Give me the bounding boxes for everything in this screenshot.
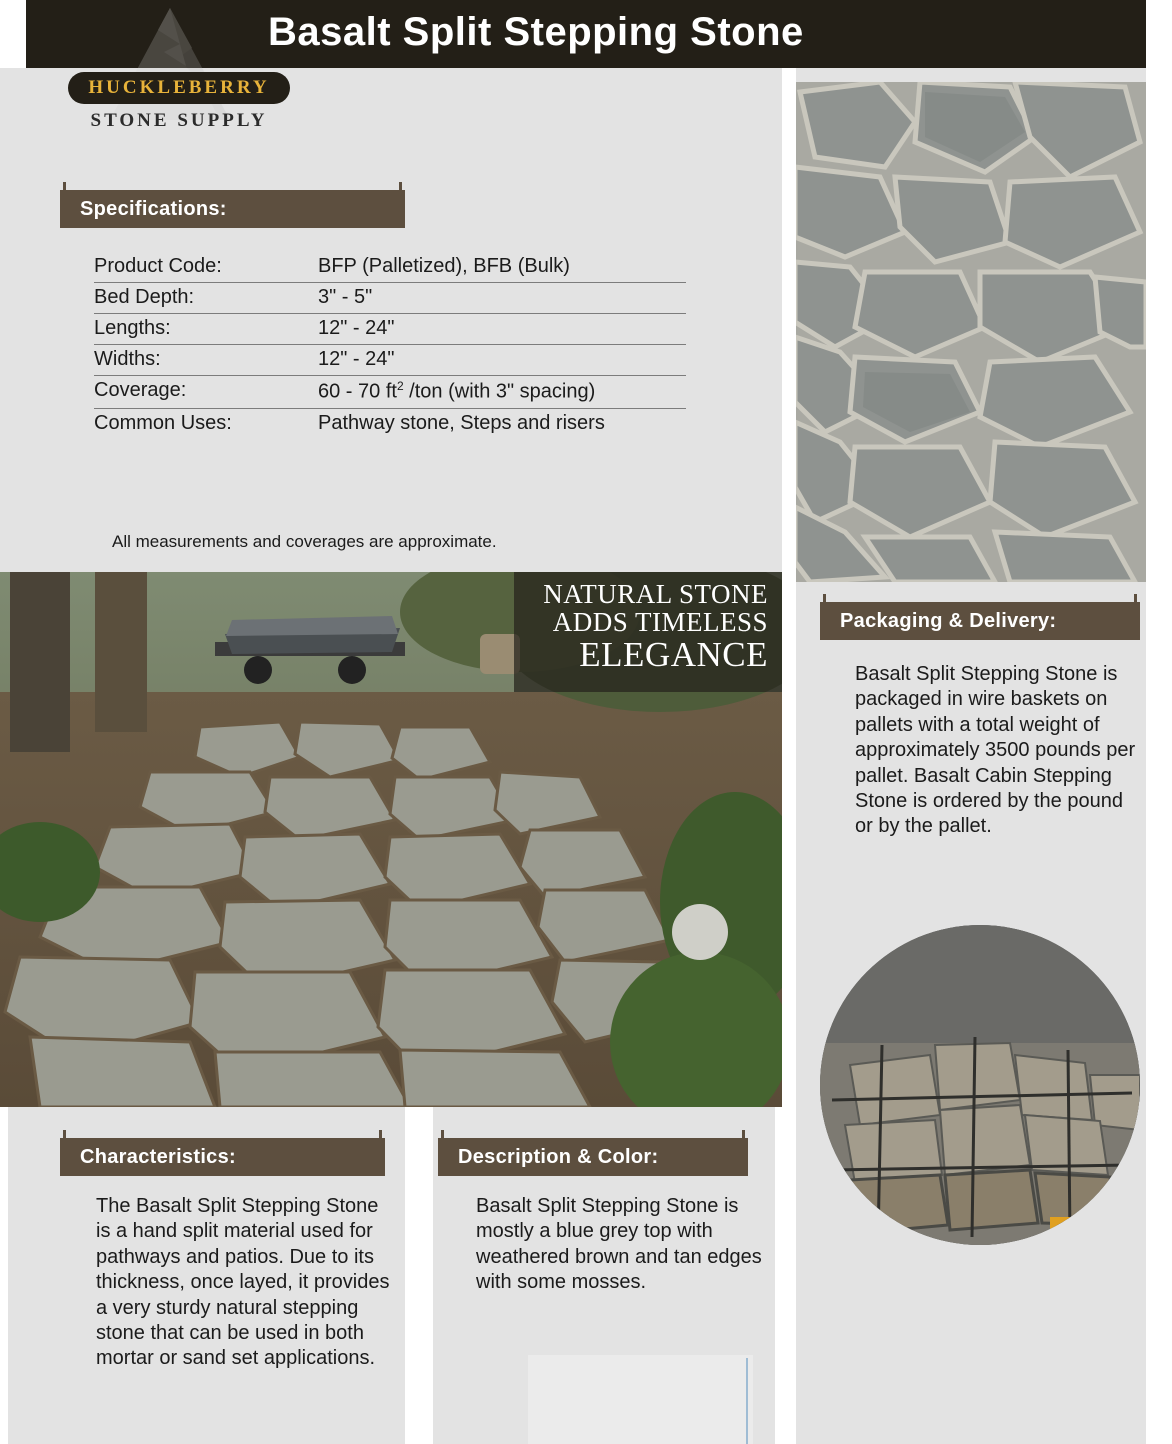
spec-label: Coverage: [94, 379, 187, 401]
table-row [94, 409, 686, 439]
panel-divider [405, 1107, 433, 1444]
description-heading [438, 1138, 748, 1176]
banner-tick-right [742, 1130, 745, 1176]
spec-label: Bed Depth: [94, 286, 195, 308]
spec-label: Widths: [94, 348, 161, 370]
panel-divider [775, 1107, 796, 1444]
tagline-line-3: ELEGANCE [579, 634, 768, 674]
table-row [94, 345, 686, 376]
specifications-table [94, 252, 686, 439]
stone-pathway-photo [0, 572, 782, 1107]
spec-label: Lengths: [94, 317, 171, 339]
banner-tick-left [441, 1130, 444, 1176]
footer-accent-line [746, 1358, 748, 1444]
banner-tick-left [823, 594, 826, 640]
header-left-notch [0, 0, 26, 68]
spec-value: 3" - 5" [318, 286, 373, 308]
packaging-body-text: Basalt Split Stepping Stone is packaged in wire baskets on pallets with a total weight of approximately 3500 pounds per pallet. Basalt Cabin Stepping Stone is ordered by the pound or by the pallet. [855, 663, 1136, 838]
logo-name: HUCKLEBERRY [88, 77, 270, 98]
banner-tick-right [1134, 594, 1137, 640]
spec-value: 12" - 24" [318, 348, 395, 370]
footer-placeholder [528, 1355, 753, 1444]
spec-value: Pathway stone, Steps and risers [318, 411, 605, 434]
logo-subtitle: STONE SUPPLY [90, 110, 268, 131]
logo-name-band [68, 72, 290, 104]
left-margin [0, 1107, 8, 1444]
specifications-heading [60, 190, 405, 228]
measurements-note: All measurements and coverages are approximate. [112, 532, 497, 551]
packaging-heading [820, 602, 1140, 640]
banner-tick-left [63, 1130, 66, 1176]
cobblestone-paving-photo [795, 82, 1146, 582]
characteristics-heading [60, 1138, 385, 1176]
banner-tick-left [63, 182, 66, 228]
characteristics-heading-label: Characteristics: [80, 1145, 236, 1168]
banner-tick-right [379, 1130, 382, 1176]
page-title: Basalt Split Stepping Stone [268, 10, 804, 54]
table-row [94, 314, 686, 345]
spec-value: 60 - 70 $ft^2$ /ton (with 3" spacing) [318, 379, 596, 403]
table-row [94, 283, 686, 314]
pallet-basket-photo [820, 925, 1140, 1245]
spec-value: BFP (Palletized), BFB (Bulk) [318, 255, 570, 277]
tagline-line-1: NATURAL STONE [543, 579, 768, 609]
tagline-overlay [514, 572, 782, 692]
description-body-text: Basalt Split Stepping Stone is mostly a blue grey top with weathered brown and tan edges with some mosses. [476, 1195, 762, 1294]
spec-label: Product Code: [94, 255, 222, 277]
right-margin [1146, 0, 1172, 1444]
tagline-line-2: ADDS TIMELESS [552, 607, 768, 638]
description-heading-label: Description & Color: [458, 1145, 659, 1168]
specifications-heading-label: Specifications: [80, 197, 227, 220]
characteristics-body-text: The Basalt Split Stepping Stone is a hand split material used for pathways and patios. Due to its thickness, once layed, it provides a very sturdy natural stepping stone that can be used in both mortar or sand set applications. [96, 1195, 390, 1370]
banner-tick-right [399, 182, 402, 228]
spec-value: 12" - 24" [318, 317, 395, 339]
table-row [94, 376, 686, 409]
spec-label: Common Uses: [94, 411, 232, 434]
packaging-heading-label: Packaging & Delivery: [840, 609, 1057, 632]
table-row [94, 252, 686, 283]
company-logo [60, 0, 300, 160]
